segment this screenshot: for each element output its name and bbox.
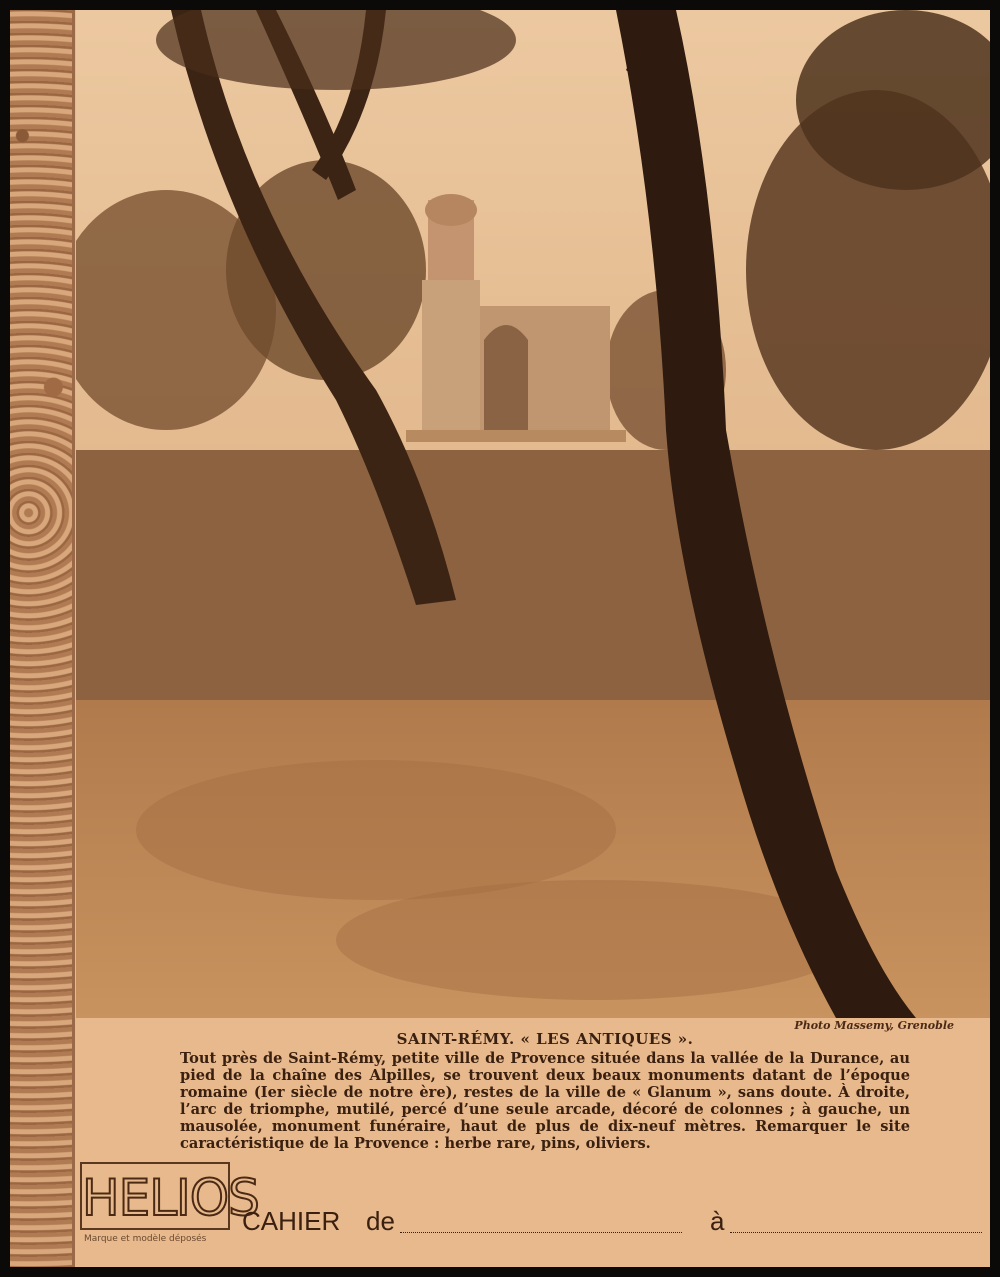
notebook-cover xyxy=(10,10,990,1267)
cover-photograph xyxy=(76,10,990,1018)
a-label: à xyxy=(710,1206,725,1236)
owner-name-line xyxy=(400,1232,682,1233)
photo-credit: Photo Massemy, Grenoble xyxy=(794,1019,954,1032)
de-label: de xyxy=(366,1206,395,1236)
location-line xyxy=(730,1232,982,1233)
caption-text: Tout près de Saint-Rémy, petite ville de Provence située dans la vallée de la Durance, au pied de la chaîne des Alpilles, se trouvent deux beaux monuments datant de l’époque romaine (Ier siècle de notre ère), restes de la ville de « Glanum », sans doute. À droite, l’arc de triomphe, mutilé, percé d’une seule arcade, décoré de colonnes ; à gauche, un mausolée, monument funéraire, haut de plus de dix-neuf mètres. Remarquer le site caractéristique de la Provence : herbe rare, pins, oliviers. xyxy=(180,1050,910,1152)
saint-remy-photo-illustration xyxy=(76,10,990,1018)
trademark-note: Marque et modèle déposés xyxy=(84,1234,207,1244)
caption-title: SAINT-RÉMY. « LES ANTIQUES ». xyxy=(396,1030,694,1048)
spine-edge xyxy=(72,10,75,1267)
marbled-spine xyxy=(10,10,72,1267)
cahier-label: CAHIER xyxy=(242,1206,341,1236)
photo-caption xyxy=(180,1030,910,1152)
logo-text: HELIOS xyxy=(82,1169,259,1227)
helios-logo xyxy=(80,1162,259,1230)
